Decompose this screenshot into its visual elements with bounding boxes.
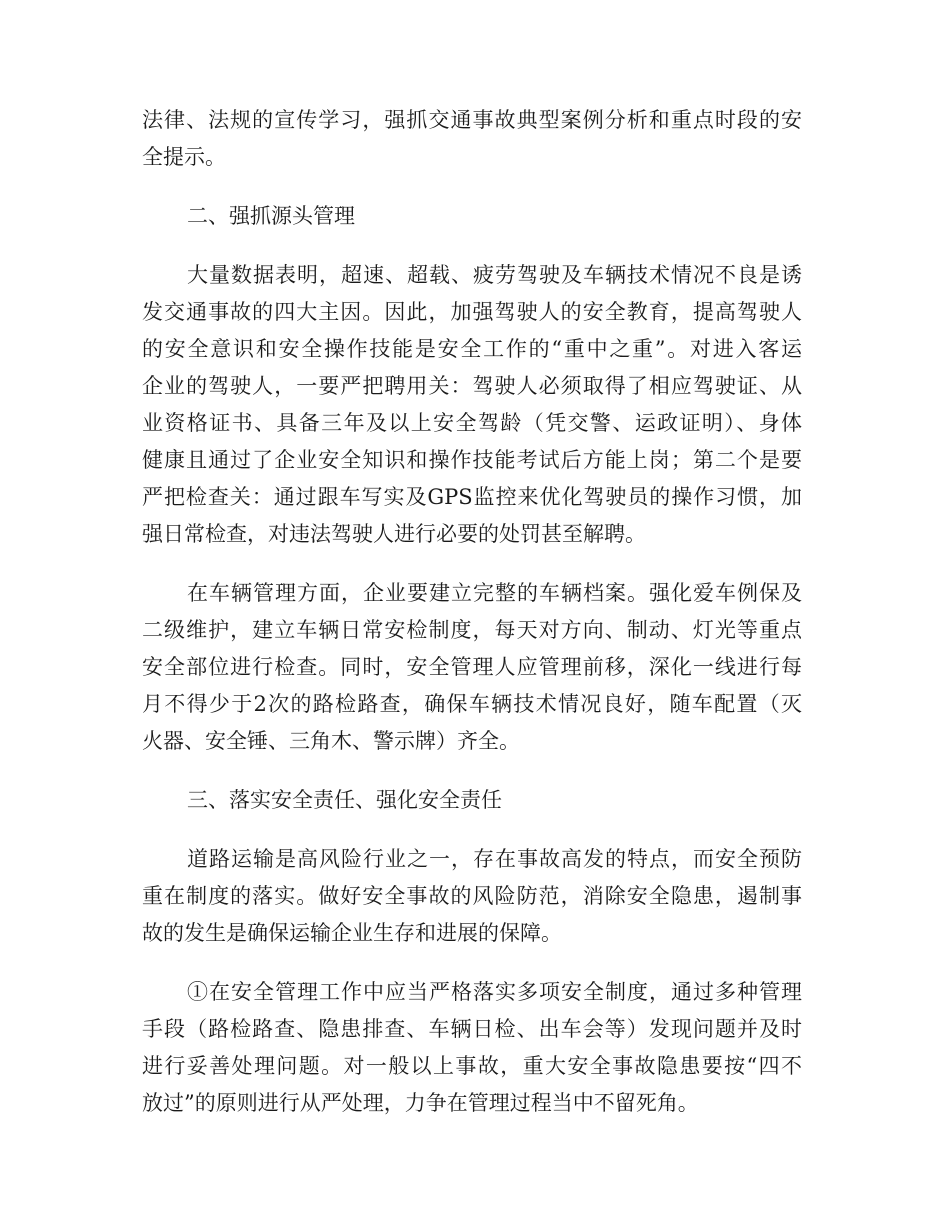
text-line: 严把检查关：通过跟车写实及GPS监控来优化驾驶员的操作习惯，加 <box>142 485 802 509</box>
text-line: 放过”的原则进行从严处理，力争在管理过程当中不留死角。 <box>142 1091 699 1115</box>
text-line: 大量数据表明，超速、超载、疲劳驾驶及车辆技术情况不良是诱 <box>187 263 802 287</box>
text-line: 手段（路检路查、隐患排查、车辆日检、出车会等）发现问题并及时 <box>142 1017 802 1041</box>
text-line: 火器、安全锤、三角木、警示牌）齐全。 <box>142 729 520 753</box>
paragraph-road-transport <box>142 841 802 952</box>
text-line: 全提示。 <box>142 145 226 169</box>
text-line: 发交通事故的四大主因。因此，加强驾驶人的安全教育，提高驾驶人 <box>142 300 802 324</box>
text-line: 故的发生是确保运输企业生存和进展的保障。 <box>142 921 562 945</box>
paragraph-continuation <box>142 102 802 176</box>
paragraph-driver-management <box>142 257 802 553</box>
text-line: 进行妥善处理问题。对一般以上事故，重大安全事故隐患要按“四不 <box>142 1054 802 1078</box>
text-line: 的安全意识和安全操作技能是安全工作的“重中之重”。对进入客运 <box>142 337 802 361</box>
text-line: 业资格证书、具备三年及以上安全驾龄（凭交警、运政证明）、身体 <box>142 411 802 435</box>
text-line: 月不得少于2次的路检路查，确保车辆技术情况良好，随车配置（灭 <box>142 692 802 716</box>
section-heading-3 <box>142 782 802 819</box>
text-line: 道路运输是高风险行业之一，存在事故高发的特点，而安全预防 <box>187 847 802 871</box>
heading-line: 三、落实安全责任、强化安全责任 <box>187 788 502 812</box>
text-line: 在车辆管理方面，企业要建立完整的车辆档案。强化爱车例保及 <box>187 581 802 605</box>
text-line: 法律、法规的宣传学习，强抓交通事故典型案例分析和重点时段的安 <box>142 108 802 132</box>
text-line: 企业的驾驶人，一要严把聘用关：驾驶人必须取得了相应驾驶证、从 <box>142 374 802 398</box>
document-page <box>142 102 802 1122</box>
heading-line: 二、强抓源头管理 <box>187 204 355 228</box>
text-line: 重在制度的落实。做好安全事故的风险防范，消除安全隐患，遏制事 <box>142 884 802 908</box>
text-line: ①在安全管理工作中应当严格落实多项安全制度，通过多种管理 <box>187 980 802 1004</box>
paragraph-vehicle-management <box>142 575 802 760</box>
paragraph-safety-rules <box>142 974 802 1122</box>
text-line: 安全部位进行检查。同时，安全管理人应管理前移，深化一线进行每 <box>142 655 802 679</box>
section-heading-2 <box>142 198 802 235</box>
text-line: 强日常检查，对违法驾驶人进行必要的处罚甚至解聘。 <box>142 522 646 546</box>
text-line: 健康且通过了企业安全知识和操作技能考试后方能上岗；第二个是要 <box>142 448 802 472</box>
text-line: 二级维护，建立车辆日常安检制度，每天对方向、制动、灯光等重点 <box>142 618 802 642</box>
